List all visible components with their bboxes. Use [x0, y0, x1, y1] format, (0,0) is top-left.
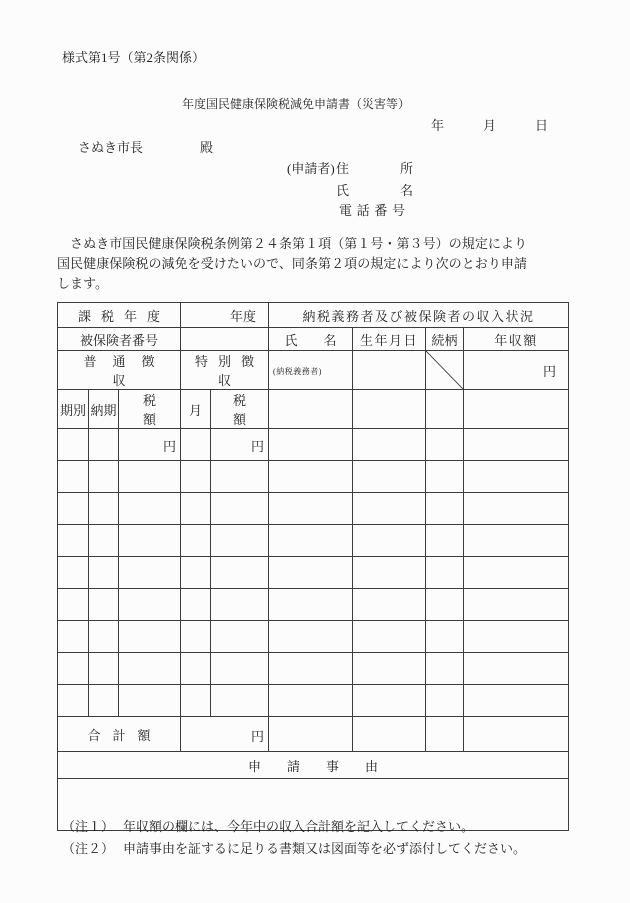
applicant-prefix: (申請者) [287, 161, 335, 176]
empty-cell [269, 621, 353, 653]
empty-cell [89, 685, 119, 717]
cell-insured-number-label: 被保険者番号 [58, 328, 181, 351]
empty-cell [426, 525, 464, 557]
empty-cell [269, 653, 353, 685]
empty-cell [353, 493, 426, 525]
empty-cell [426, 557, 464, 589]
cell-taxpayer-note: (納税義務者) [269, 351, 353, 390]
cell-special-yen: 円 [211, 429, 269, 461]
empty-cell [181, 429, 211, 461]
empty-cell [181, 461, 211, 493]
cell-special-collection: 特別徴収 [181, 351, 269, 390]
empty-cell [426, 390, 464, 429]
empty-cell [353, 351, 426, 390]
empty-cell [426, 653, 464, 685]
empty-cell [464, 589, 569, 621]
cell-insured-number-value [181, 328, 269, 351]
empty-cell [353, 525, 426, 557]
empty-cell [353, 390, 426, 429]
note-1 [62, 816, 526, 838]
empty-cell [119, 557, 181, 589]
empty-cell [119, 493, 181, 525]
cell-total-label: 合計額 [58, 717, 181, 752]
empty-cell [58, 525, 89, 557]
empty-cell [464, 429, 569, 461]
empty-cell [119, 525, 181, 557]
empty-cell [211, 493, 269, 525]
empty-cell [269, 525, 353, 557]
note-2 [62, 838, 526, 860]
empty-cell [269, 717, 353, 752]
empty-cell [58, 557, 89, 589]
diagonal-cell [426, 351, 464, 390]
empty-cell [353, 557, 426, 589]
cell-ordinary-collection: 普通徴収 [58, 351, 181, 390]
empty-cell [181, 589, 211, 621]
empty-cell [426, 717, 464, 752]
cell-fiscal-year-suffix: 年度 [181, 303, 269, 328]
empty-cell [426, 621, 464, 653]
empty-cell [353, 685, 426, 717]
empty-cell [181, 525, 211, 557]
empty-cell [119, 621, 181, 653]
cell-name-header: 氏 名 [269, 328, 353, 351]
empty-cell [464, 525, 569, 557]
empty-cell [211, 557, 269, 589]
empty-cell [58, 429, 89, 461]
empty-cell [353, 717, 426, 752]
empty-cell [211, 685, 269, 717]
empty-cell [269, 429, 353, 461]
empty-cell [269, 685, 353, 717]
applicant-name-label: 氏 名 [336, 183, 413, 198]
empty-cell [353, 429, 426, 461]
empty-cell [211, 589, 269, 621]
empty-cell [58, 493, 89, 525]
cell-application-reason-header: 申 請 事 由 [58, 752, 569, 779]
body-paragraph: さぬき市国民健康保険税条例第２４条第１項（第１号・第３号）の規定により国民健康保険税の減免を受けたいので、同条第２項の規定により次のとおり申請します。 [57, 236, 527, 291]
cell-month-header: 月 [181, 390, 211, 429]
empty-cell [211, 621, 269, 653]
empty-cell [181, 493, 211, 525]
empty-cell [58, 621, 89, 653]
cell-relationship-header: 続柄 [426, 328, 464, 351]
date-labels: 年 月 日 [431, 118, 549, 133]
cell-birthdate-header: 生年月日 [353, 328, 426, 351]
empty-cell [181, 685, 211, 717]
applicant-phone-label: 電話番号 [339, 203, 405, 218]
note-1-text: 年収額の欄には、今年中の収入合計額を記入してください。 [123, 819, 475, 834]
cell-total-yen: 円 [181, 717, 269, 752]
applicant-address-label: 住 所 [336, 161, 413, 176]
empty-cell [353, 461, 426, 493]
empty-cell [181, 621, 211, 653]
empty-cell [353, 589, 426, 621]
empty-cell [58, 653, 89, 685]
empty-cell [211, 525, 269, 557]
empty-cell [426, 685, 464, 717]
empty-cell [211, 653, 269, 685]
empty-cell [89, 621, 119, 653]
empty-cell [464, 557, 569, 589]
note-2-text: 申請事由を証するに足りる書類又は図面等を必ず添付してください。 [123, 841, 527, 856]
cell-due-date-header: 納期 [89, 390, 119, 429]
empty-cell [464, 653, 569, 685]
empty-cell [269, 461, 353, 493]
empty-cell [119, 461, 181, 493]
note-2-label: （注２） [62, 841, 115, 856]
empty-cell [211, 461, 269, 493]
cell-annual-income-header: 年収額 [464, 328, 569, 351]
empty-cell [353, 621, 426, 653]
empty-cell [119, 653, 181, 685]
empty-cell [464, 621, 569, 653]
cell-tax-amount2-header: 税額 [211, 390, 269, 429]
empty-cell [426, 589, 464, 621]
empty-cell [353, 653, 426, 685]
empty-cell [89, 493, 119, 525]
empty-cell [269, 493, 353, 525]
cell-period-header: 期別 [58, 390, 89, 429]
cell-taxation-year-label: 課税年度 [58, 303, 181, 328]
notes-area [62, 816, 526, 860]
empty-cell [89, 461, 119, 493]
empty-cell [58, 589, 89, 621]
form-number: 様式第1号（第2条関係） [62, 50, 206, 65]
addressee-honorific: 殿 [200, 140, 214, 155]
empty-cell [464, 390, 569, 429]
cell-tax-amount-header: 税額 [119, 390, 181, 429]
empty-cell [181, 557, 211, 589]
empty-cell [119, 685, 181, 717]
empty-cell [269, 557, 353, 589]
cell-income-yen: 円 [464, 351, 569, 390]
empty-cell [426, 429, 464, 461]
addressee-name: さぬき市長 [78, 140, 144, 155]
empty-cell [426, 493, 464, 525]
note-1-label: （注１） [62, 819, 115, 834]
empty-cell [464, 493, 569, 525]
empty-cell [464, 685, 569, 717]
empty-cell [89, 429, 119, 461]
empty-cell [426, 461, 464, 493]
empty-cell [89, 589, 119, 621]
application-table [57, 302, 569, 831]
document-title: 年度国民健康保険税減免申請書（災害等） [182, 97, 411, 111]
empty-cell [58, 461, 89, 493]
empty-cell [119, 589, 181, 621]
cell-income-status-header: 納税義務者及び被保険者の収入状況 [269, 303, 569, 328]
empty-cell [89, 653, 119, 685]
empty-cell [464, 717, 569, 752]
empty-cell [58, 685, 89, 717]
cell-ordinary-yen: 円 [119, 429, 181, 461]
empty-cell [89, 525, 119, 557]
empty-cell [464, 461, 569, 493]
empty-cell [269, 390, 353, 429]
diagonal-line-icon [426, 351, 463, 389]
empty-cell [89, 557, 119, 589]
empty-cell [181, 653, 211, 685]
empty-cell [269, 589, 353, 621]
